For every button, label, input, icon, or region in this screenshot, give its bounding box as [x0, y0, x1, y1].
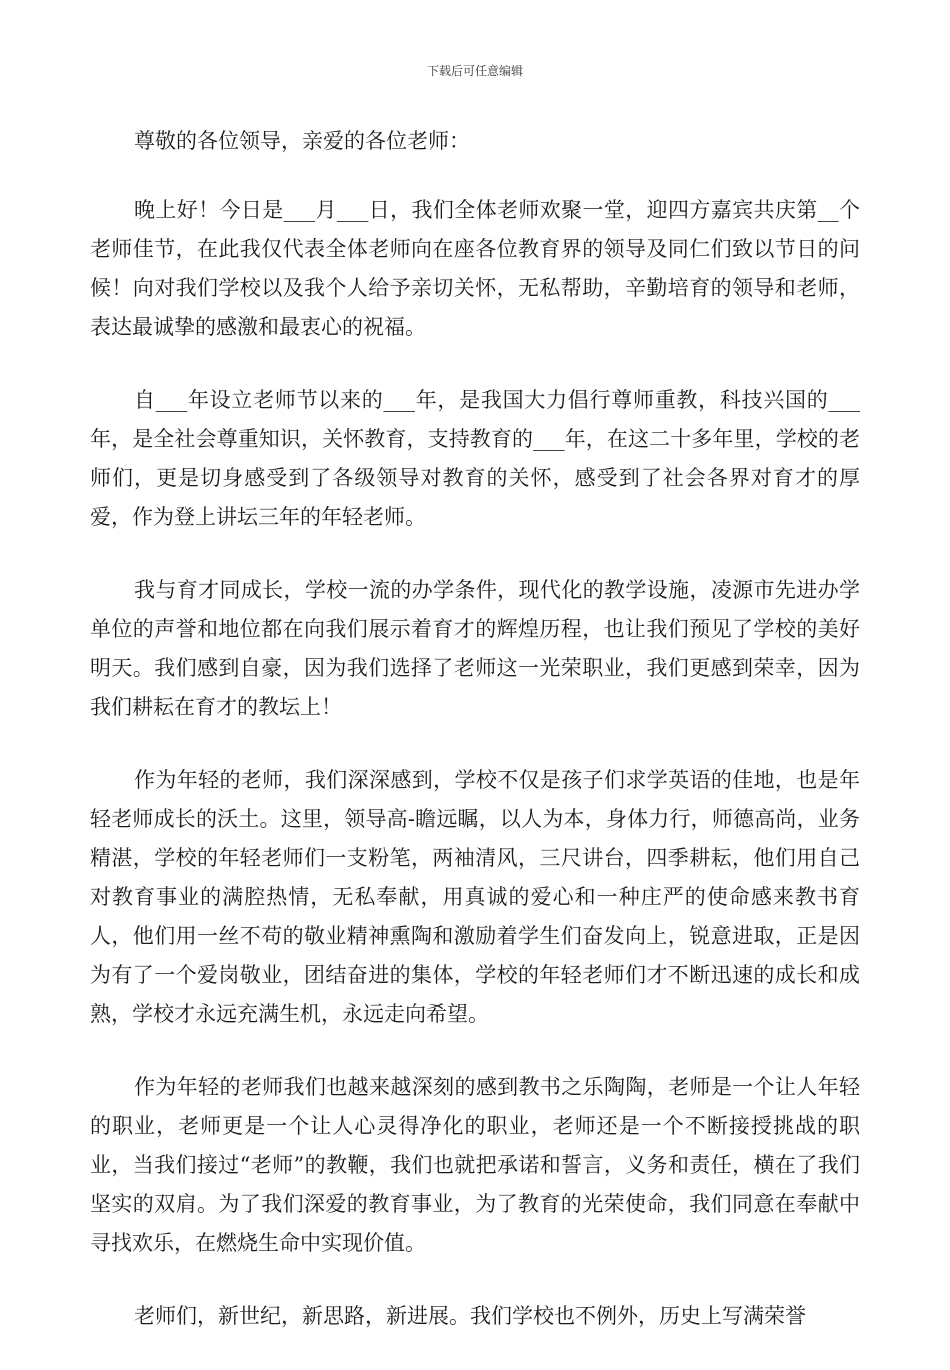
salutation: 尊敬的各位领导，亲爱的各位老师： — [134, 129, 470, 153]
paragraph-3: 我与育才同成长，学校一流的办学条件，现代化的教学设施，凌源市先进办学单位的声誉和地位都在向我们展示着育才的辉煌历程，也让我们预见了学校的美好明天。我们感到自豪，因为我们选择了老师这一光荣职业，我们更感到荣幸，因为我们耕耘在育才的教坛上！ — [90, 578, 860, 719]
document-body — [90, 122, 860, 1370]
page-header-note: 下载后可任意编辑 — [426, 64, 523, 78]
paragraph-6: 老师们，新世纪，新思路，新进展。我们学校也不例外，历史上写满荣誉 — [134, 1304, 806, 1328]
paragraph-2: 自___年设立老师节以来的___年，是我国大力倡行尊师重教，科技兴国的___年，是全社会尊重知识，关怀教育，支持教育的___年，在这二十多年里，学校的老师们，更是切身感受到了各级领导对教育的关怀，感受到了社会各界对育才的厚爱，作为登上讲坛三年的年轻老师。 — [90, 388, 860, 529]
paragraph-4: 作为年轻的老师，我们深深感到，学校不仅是孩子们求学英语的佳地，也是年轻老师成长的沃土。这里，领导高-瞻远瞩，以人为本，身体力行，师德高尚，业务精湛，学校的年轻老师们一支粉笔，两袖清风，三尺讲台，四季耕耘，他们用自己对教育事业的满腔热情，无私奉献，用真诚的爱心和一种庄严的使命感来教书育人，他们用一丝不苟的敬业精神熏陶和激励着学生们奋发向上，锐意进取，正是因为有了一个爱岗敬业，团结奋进的集体，学校的年轻老师们才不断迅速的成长和成熟，学校才永远充满生机，永远走向希望。 — [90, 768, 860, 1026]
paragraph-1: 晚上好！今日是___月___日，我们全体老师欢聚一堂，迎四方嘉宾共庆第__个老师佳节，在此我仅代表全体老师向在座各位教育界的领导及同仁们致以节日的问候！向对我们学校以及我个人给予亲切关怀，无私帮助，辛勤培育的领导和老师，表达最诚挚的感激和最衷心的祝福。 — [90, 198, 860, 339]
paragraph-5: 作为年轻的老师我们也越来越深刻的感到教书之乐陶陶，老师是一个让人年轻的职业，老师更是一个让人心灵得净化的职业，老师还是一个不断接授挑战的职业，当我们接过“老师”的教鞭，我们也就把承诺和誓言，义务和责任，横在了我们坚实的双肩。为了我们深爱的教育事业，为了教育的光荣使命，我们同意在奉献中寻找欢乐，在燃烧生命中实现价值。 — [90, 1075, 860, 1255]
